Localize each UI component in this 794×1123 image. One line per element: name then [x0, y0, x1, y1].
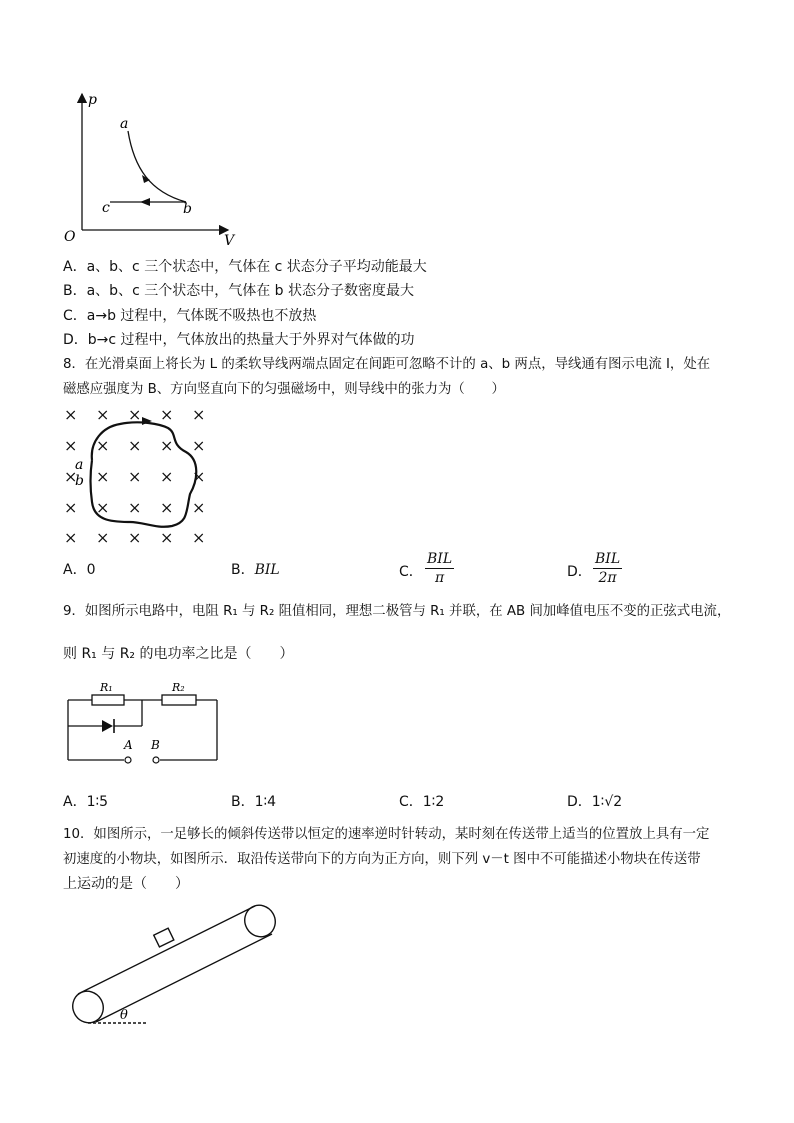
point-b-label: b: [183, 201, 192, 217]
resistor-r2: [162, 695, 196, 705]
resistor-r1: [92, 695, 124, 705]
point-b-label: b: [75, 473, 84, 489]
field-crosses: [64, 405, 205, 547]
field-cross: ×: [128, 467, 142, 486]
line-arrow: [140, 198, 150, 206]
point-a-label: a: [75, 457, 84, 473]
field-cross: ×: [160, 405, 174, 424]
lower-roller: [67, 986, 109, 1029]
q10-stem-line1: 10．如图所示，一足够长的倾斜传送带以恒定的速率逆时针转动，某时刻在传送带上适当的位置放上具有一定: [63, 827, 710, 842]
q9-option-d: D．1∶√2: [567, 794, 623, 810]
curve-a-b: [128, 131, 186, 202]
q9-stem-line2: 则 R₁ 与 R₂ 的电功率之比是（ ）: [63, 646, 294, 662]
v-axis-label: V: [224, 233, 235, 248]
field-cross: ×: [96, 405, 110, 424]
q8-stem-line2: 磁感应强度为 B、方向竖直向下的匀强磁场中，则导线中的张力为（ ）: [63, 382, 505, 397]
q10-stem-line3: 上运动的是（ ）: [63, 876, 189, 892]
origin-label: O: [64, 229, 76, 245]
q7-option-c: C．a→b 过程中，气体既不吸热也不放热: [63, 308, 317, 324]
q8-option-d-letter: D．: [567, 564, 592, 580]
q7-option-a: A．a、b、c 三个状态中，气体在 c 状态分子平均动能最大: [63, 259, 427, 275]
field-cross: ×: [64, 405, 78, 424]
q8-option-c-letter: C．: [399, 564, 423, 580]
r2-label: R₂: [172, 681, 185, 694]
q9-option-b: B．1∶4: [231, 794, 277, 810]
conveyor-belt-figure: [60, 898, 285, 1033]
field-cross: ×: [160, 467, 174, 486]
point-a-label: a: [120, 116, 129, 132]
field-cross: ×: [128, 498, 142, 517]
q8-option-c-fraction: BIL π: [427, 551, 453, 586]
q9-stem-line1: 9．如图所示电路中，电阻 R₁ 与 R₂ 阻值相同，理想二极管与 R₁ 并联，在 AB 间加峰值电压不变的正弦式电流，: [63, 604, 731, 619]
field-cross: ×: [192, 436, 206, 455]
field-cross: ×: [160, 528, 174, 547]
magnetic-field-figure: [60, 402, 220, 547]
field-cross: ×: [128, 405, 142, 424]
q8-option-d-fraction: BIL 2π: [595, 551, 621, 586]
field-cross: ×: [64, 436, 78, 455]
field-cross: ×: [64, 467, 78, 486]
field-cross: ×: [96, 528, 110, 547]
field-cross: ×: [96, 498, 110, 517]
pv-graph: [60, 88, 245, 248]
terminal-b: [153, 757, 159, 763]
block: [154, 928, 174, 947]
field-cross: ×: [128, 436, 142, 455]
field-cross: ×: [192, 405, 206, 424]
field-cross: ×: [160, 498, 174, 517]
q10-stem-line2: 初速度的小物块，如图所示．取沿传送带向下的方向为正方向，则下列 v－t 图中不可能描述小物块在传送带: [63, 852, 701, 867]
field-cross: ×: [192, 498, 206, 517]
terminal-a: [125, 757, 131, 763]
field-cross: ×: [192, 467, 206, 486]
point-c-label: c: [102, 200, 110, 216]
diode-symbol: [102, 720, 113, 732]
terminal-b-label: B: [151, 738, 160, 752]
field-cross: ×: [64, 498, 78, 517]
q9-option-c: C．1∶2: [399, 794, 445, 810]
belt-top: [78, 906, 255, 994]
field-cross: ×: [160, 436, 174, 455]
q8-stem-line1: 8．在光滑桌面上将长为 L 的柔软导线两端点固定在间距可忽略不计的 a、b 两点，导线通有图示电流 I，处在: [63, 357, 711, 372]
terminal-a-label: A: [124, 738, 133, 752]
field-cross: ×: [96, 436, 110, 455]
q9-option-a: A．1∶5: [63, 794, 109, 810]
q7-option-d: D．b→c 过程中，气体放出的热量大于外界对气体做的功: [63, 332, 415, 348]
upper-roller: [239, 900, 281, 943]
p-axis-label: p: [88, 92, 97, 108]
field-cross: ×: [64, 528, 78, 547]
field-cross: ×: [192, 528, 206, 547]
r1-label: R₁: [100, 681, 113, 694]
field-cross: ×: [96, 467, 110, 486]
q7-option-b: B．a、b、c 三个状态中，气体在 b 状态分子数密度最大: [63, 283, 415, 299]
q8-option-b: B．BIL: [231, 562, 280, 578]
angle-label: θ: [120, 1008, 128, 1023]
q8-option-a: A．0: [63, 562, 96, 578]
field-cross: ×: [128, 528, 142, 547]
circuit-diagram: [60, 678, 225, 768]
